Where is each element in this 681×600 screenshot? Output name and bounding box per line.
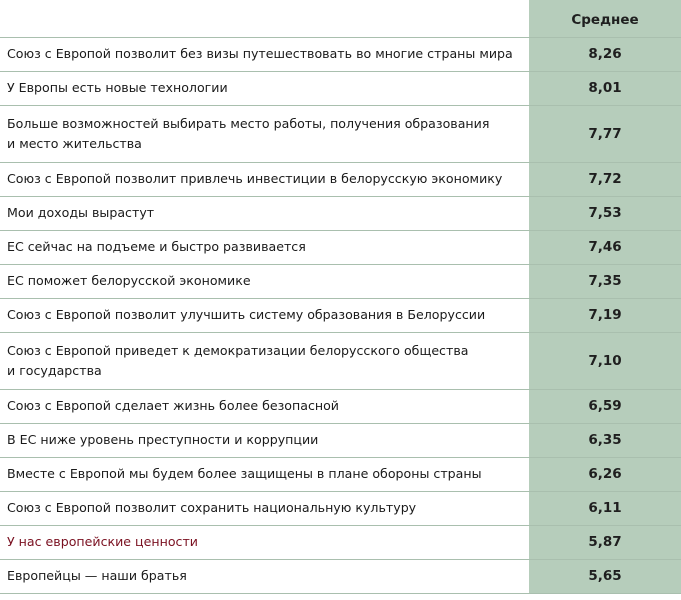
row-label [0, 332, 529, 389]
row-label: Союз с Европой позволит без визы путешествовать во многие страны мира [0, 37, 529, 71]
row-label: Союз с Европой сделает жизнь более безопасной [0, 389, 529, 423]
row-label: ЕС сейчас на подъеме и быстро развивается [0, 230, 529, 264]
row-label-line-2: и место жительства [7, 135, 142, 151]
row-value: 6,11 [529, 491, 681, 525]
row-label-line-2: и государства [7, 362, 102, 378]
header-row [0, 0, 681, 37]
table-row-highlighted [0, 525, 681, 559]
row-label: Мои доходы вырастут [0, 196, 529, 230]
row-label: Европейцы — наши братья [0, 559, 529, 593]
row-label-line-1: Больше возможностей выбирать место работы, получения образования [7, 115, 490, 131]
row-label: ЕС поможет белорусской экономике [0, 264, 529, 298]
row-value: 7,10 [529, 332, 681, 389]
table-row [0, 196, 681, 230]
row-value: 7,72 [529, 162, 681, 196]
row-value: 7,35 [529, 264, 681, 298]
table-row [0, 457, 681, 491]
row-label: Союз с Европой позволит улучшить систему образования в Белоруссии [0, 298, 529, 332]
row-value: 7,46 [529, 230, 681, 264]
table-row [0, 37, 681, 71]
table-row [0, 423, 681, 457]
table-row [0, 559, 681, 593]
row-label [0, 105, 529, 162]
row-label: У нас европейские ценности [0, 525, 529, 559]
table-row [0, 332, 681, 389]
row-value: 8,26 [529, 37, 681, 71]
row-label: В ЕС ниже уровень преступности и коррупции [0, 423, 529, 457]
row-value: 8,01 [529, 71, 681, 105]
table-row [0, 71, 681, 105]
row-value: 6,59 [529, 389, 681, 423]
row-label-line-1: Союз с Европой приведет к демократизации белорусского общества [7, 342, 469, 358]
table-row [0, 105, 681, 162]
table-row [0, 298, 681, 332]
table-row [0, 162, 681, 196]
row-label: Вместе с Европой мы будем более защищены в плане обороны страны [0, 457, 529, 491]
row-value: 7,53 [529, 196, 681, 230]
row-label: Союз с Европой позволит сохранить национальную культуру [0, 491, 529, 525]
row-value: 5,65 [529, 559, 681, 593]
table-row [0, 389, 681, 423]
row-value: 5,87 [529, 525, 681, 559]
table-row [0, 230, 681, 264]
table-row [0, 491, 681, 525]
row-value: 6,26 [529, 457, 681, 491]
row-label: У Европы есть новые технологии [0, 71, 529, 105]
row-label: Союз с Европой позволит привлечь инвестиции в белорусскую экономику [0, 162, 529, 196]
header-blank-cell [0, 0, 529, 37]
row-value: 6,35 [529, 423, 681, 457]
table-row [0, 264, 681, 298]
row-value: 7,19 [529, 298, 681, 332]
header-mean: Среднее [529, 0, 681, 37]
row-value: 7,77 [529, 105, 681, 162]
